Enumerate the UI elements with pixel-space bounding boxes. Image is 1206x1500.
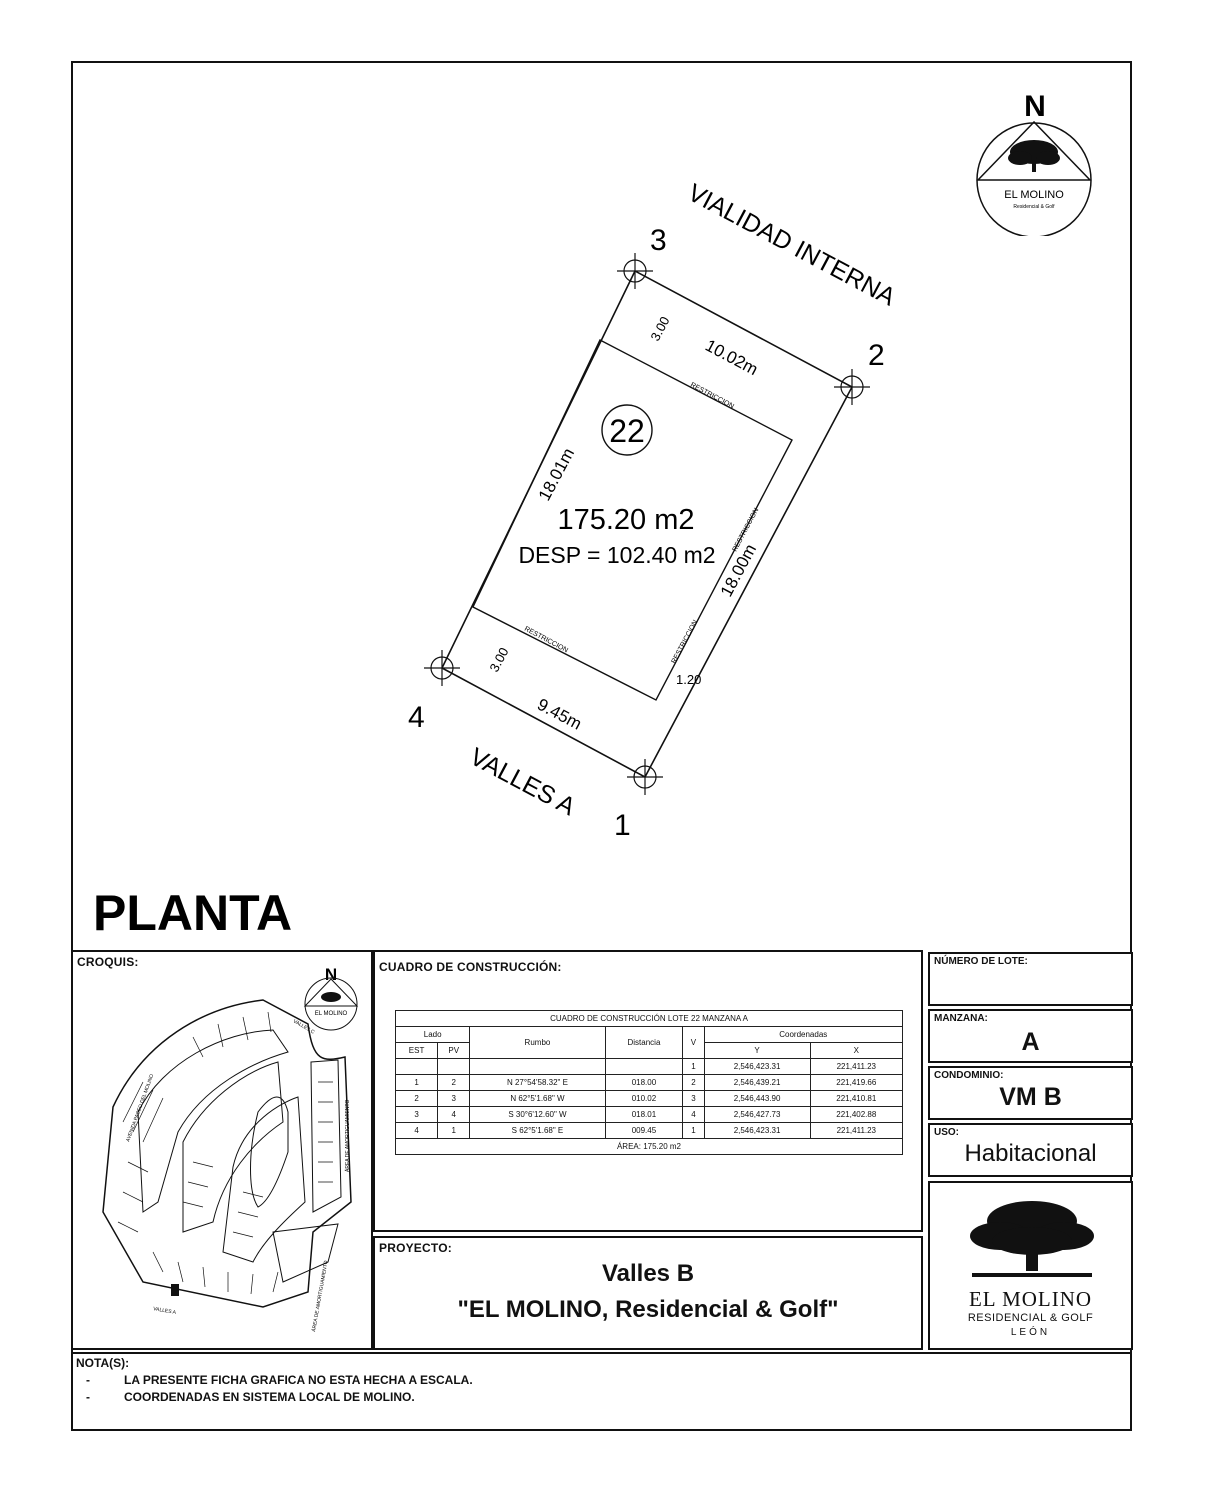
croquis-logo-name: EL MOLINO bbox=[314, 1011, 348, 1017]
setback-side: 1.20 bbox=[676, 672, 702, 687]
manzana-value: A bbox=[1021, 1028, 1040, 1056]
notes-divider bbox=[71, 1352, 1132, 1354]
cell-distancia bbox=[605, 1059, 683, 1075]
cell-v: 1 bbox=[683, 1059, 704, 1075]
uso-label: USO: bbox=[934, 1127, 959, 1138]
plan-title: PLANTA bbox=[93, 885, 293, 941]
manzana-panel bbox=[928, 1009, 1133, 1063]
setback-top: 3.00 bbox=[647, 314, 673, 344]
cell-distancia: 018.00 bbox=[605, 1075, 683, 1091]
cell-x: 221,411.23 bbox=[810, 1059, 902, 1075]
logo-top-subtitle: Residencial & Golf bbox=[1013, 204, 1055, 210]
lot-number-label: NÚMERO DE LOTE: bbox=[934, 956, 1028, 967]
cell-x: 221,402.88 bbox=[810, 1107, 902, 1123]
tree-icon bbox=[1008, 140, 1060, 172]
cell-y: 2,546,423.31 bbox=[704, 1059, 810, 1075]
table-area: ÁREA: 175.20 m2 bbox=[396, 1139, 903, 1155]
cell-v: 3 bbox=[683, 1091, 704, 1107]
cell-pv bbox=[438, 1059, 470, 1075]
cell-y: 2,546,423.31 bbox=[704, 1123, 810, 1139]
croquis-north-icon: N bbox=[324, 965, 338, 984]
croquis-street-paseo: AVENIDA PASEO DEL MOLINO bbox=[125, 1073, 156, 1143]
cell-pv: 3 bbox=[438, 1091, 470, 1107]
header-est: EST bbox=[396, 1043, 438, 1059]
header-distancia: Distancia bbox=[605, 1027, 683, 1059]
desplante-area: DESP = 102.40 m2 bbox=[518, 542, 716, 568]
restriction-label-top: RESTRICCION bbox=[689, 381, 735, 411]
table-row bbox=[396, 1059, 903, 1075]
cell-y: 2,546,443.90 bbox=[704, 1091, 810, 1107]
lot-number-panel bbox=[928, 952, 1133, 1006]
cell-pv: 1 bbox=[438, 1123, 470, 1139]
cell-est: 2 bbox=[396, 1091, 438, 1107]
logo-bottom-city: LEÓN bbox=[1010, 1327, 1051, 1338]
header-v: V bbox=[683, 1027, 704, 1059]
croquis-street-amortiguamiento-1: ÁREA DE AMORTIGUAMIENTO bbox=[345, 1099, 351, 1172]
cell-v: 4 bbox=[683, 1107, 704, 1123]
croquis-street-amortiguamiento-2: ÁREA DE AMORTIGUAMIENTO bbox=[311, 1260, 330, 1333]
cell-rumbo: N 62°5'1.68" W bbox=[470, 1091, 605, 1107]
setback-bottom: 3.00 bbox=[486, 645, 512, 675]
table-row bbox=[396, 1123, 903, 1139]
table-row bbox=[396, 1091, 903, 1107]
vertex-label-3: 3 bbox=[650, 224, 667, 257]
cell-v: 2 bbox=[683, 1075, 704, 1091]
croquis-street-valles-a: VALLES A bbox=[152, 1306, 177, 1316]
logo-bottom-name: EL MOLINO bbox=[968, 1287, 1093, 1311]
cell-rumbo: N 27°54'58.32" E bbox=[470, 1075, 605, 1091]
cell-distancia: 018.01 bbox=[605, 1107, 683, 1123]
vertex-marker-2 bbox=[834, 369, 870, 405]
logo-bottom-panel bbox=[928, 1181, 1133, 1350]
uso-panel bbox=[928, 1123, 1133, 1177]
condominio-value: VM B bbox=[999, 1083, 1062, 1111]
table-title: CUADRO DE CONSTRUCCIÓN LOTE 22 MANZANA A bbox=[396, 1011, 903, 1027]
lot-number: 22 bbox=[609, 413, 645, 449]
dimension-left: 18.01m bbox=[534, 444, 579, 504]
cell-rumbo: S 30°6'12.60" W bbox=[470, 1107, 605, 1123]
cell-y: 2,546,427.73 bbox=[704, 1107, 810, 1123]
street-vialidad-interna: VIALIDAD INTERNA bbox=[683, 178, 900, 312]
table-row bbox=[396, 1075, 903, 1091]
croquis-panel bbox=[71, 950, 373, 1350]
cell-v: 1 bbox=[683, 1123, 704, 1139]
notes-section bbox=[76, 1355, 473, 1406]
cell-pv: 4 bbox=[438, 1107, 470, 1123]
condominio-panel bbox=[928, 1066, 1133, 1120]
vertex-label-2: 2 bbox=[868, 339, 885, 372]
project-name: Valles B bbox=[601, 1260, 695, 1287]
vertex-marker-1 bbox=[627, 759, 663, 795]
note-item: - COORDENADAS EN SISTEMA LOCAL DE MOLINO. bbox=[86, 1390, 415, 1404]
cell-distancia: 010.02 bbox=[605, 1091, 683, 1107]
tree-logo-icon bbox=[962, 1191, 1102, 1286]
project-label: PROYECTO: bbox=[379, 1241, 452, 1255]
header-coordenadas: Coordenadas bbox=[704, 1027, 902, 1043]
vertex-marker-3 bbox=[617, 253, 653, 289]
cell-x: 221,411.23 bbox=[810, 1123, 902, 1139]
cell-x: 221,410.81 bbox=[810, 1091, 902, 1107]
condominio-label: CONDOMINIO: bbox=[934, 1070, 1004, 1081]
note-text: COORDENADAS EN SISTEMA LOCAL DE MOLINO. bbox=[124, 1390, 415, 1404]
north-arrow-icon: N bbox=[1024, 90, 1046, 123]
dimension-top: 10.02m bbox=[702, 335, 762, 380]
dimension-right: 18.00m bbox=[716, 540, 761, 600]
highlighted-lot-marker bbox=[171, 1284, 179, 1296]
lot-area: 175.20 m2 bbox=[557, 504, 695, 536]
vertex-label-1: 1 bbox=[614, 809, 631, 842]
vertex-label-4: 4 bbox=[408, 701, 425, 734]
cell-est: 3 bbox=[396, 1107, 438, 1123]
header-y: Y bbox=[704, 1043, 810, 1059]
note-item: - LA PRESENTE FICHA GRAFICA NO ESTA HECHA A ESCALA. bbox=[86, 1373, 473, 1387]
construction-table-title: CUADRO DE CONSTRUCCIÓN: bbox=[379, 960, 562, 974]
header-x: X bbox=[810, 1043, 902, 1059]
table-row bbox=[396, 1107, 903, 1123]
project-development: "EL MOLINO, Residencial & Golf" bbox=[457, 1296, 839, 1323]
construction-table bbox=[395, 1010, 903, 1155]
cell-rumbo bbox=[470, 1059, 605, 1075]
cell-y: 2,546,439.21 bbox=[704, 1075, 810, 1091]
vertex-marker-4 bbox=[424, 650, 460, 686]
logo-bottom-subtitle: RESIDENCIAL & GOLF bbox=[967, 1312, 1094, 1324]
site-map-sketch bbox=[83, 962, 368, 1342]
notes-label: NOTA(S): bbox=[76, 1356, 130, 1370]
restriction-label-bottom: RESTRICCION bbox=[523, 625, 569, 655]
el-molino-logo-top bbox=[970, 86, 1100, 236]
note-text: LA PRESENTE FICHA GRAFICA NO ESTA HECHA A ESCALA. bbox=[124, 1373, 473, 1387]
cell-rumbo: S 62°5'1.68" E bbox=[470, 1123, 605, 1139]
cell-est bbox=[396, 1059, 438, 1075]
header-pv: PV bbox=[438, 1043, 470, 1059]
header-lado: Lado bbox=[396, 1027, 470, 1043]
logo-top-name: EL MOLINO bbox=[1004, 189, 1064, 201]
croquis-title: CROQUIS: bbox=[77, 955, 139, 969]
street-valles-a: VALLES A bbox=[465, 742, 580, 822]
cell-x: 221,419.66 bbox=[810, 1075, 902, 1091]
restriction-label-side: RESTRICCION bbox=[670, 619, 700, 665]
croquis-street-valles-c: VALLES C bbox=[292, 1018, 316, 1036]
cell-pv: 2 bbox=[438, 1075, 470, 1091]
manzana-label: MANZANA: bbox=[934, 1013, 988, 1024]
cell-est: 4 bbox=[396, 1123, 438, 1139]
restriction-label-right: RESTRICCION bbox=[731, 507, 761, 553]
project-panel bbox=[373, 1236, 923, 1350]
dimension-bottom: 9.45m bbox=[534, 694, 585, 734]
cell-distancia: 009.45 bbox=[605, 1123, 683, 1139]
cell-est: 1 bbox=[396, 1075, 438, 1091]
uso-value: Habitacional bbox=[964, 1140, 1097, 1167]
header-rumbo: Rumbo bbox=[470, 1027, 605, 1059]
